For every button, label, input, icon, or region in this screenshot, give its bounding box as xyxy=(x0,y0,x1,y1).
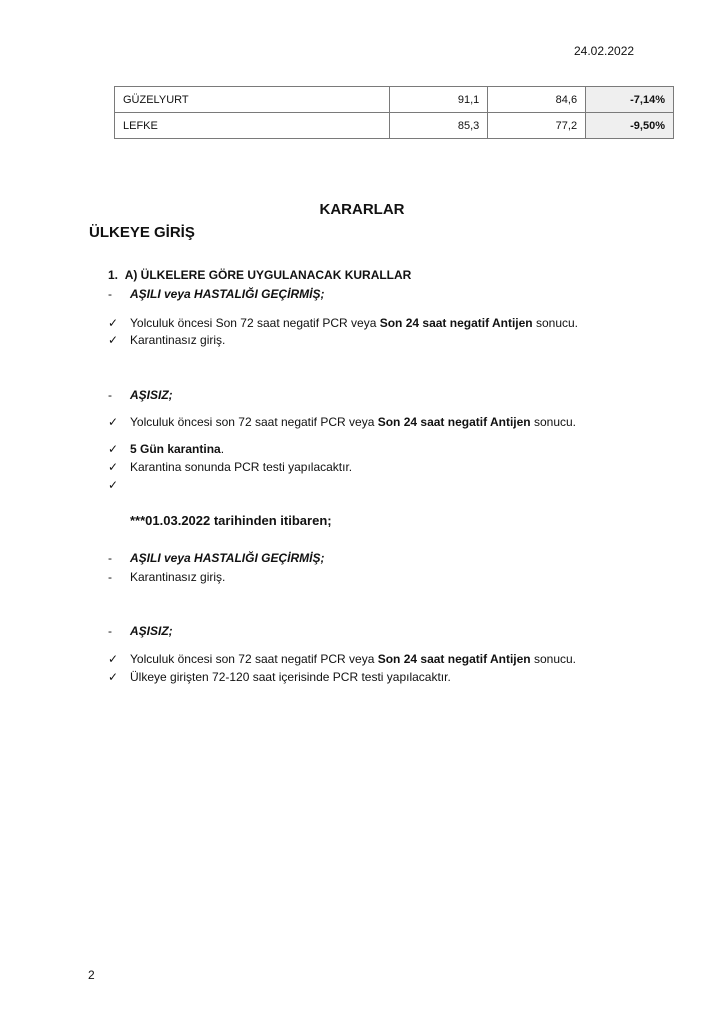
dash-marker: - xyxy=(108,388,112,402)
change-percent: -7,14% xyxy=(586,87,674,113)
check-icon: ✓ xyxy=(108,670,119,684)
vaccinated-requirement: Yolculuk öncesi Son 72 saat negatif PCR veya Son 24 saat negatif Antijen sonucu. xyxy=(130,316,579,330)
value-1: 91,1 xyxy=(390,87,488,113)
new-unvaccinated-label: AŞISIZ; xyxy=(130,624,173,638)
check-icon: ✓ xyxy=(108,333,119,347)
check-icon: ✓ xyxy=(108,442,119,456)
vaccinated-quarantine-note: Karantinasız giriş. xyxy=(130,333,226,347)
vaccinated-label: AŞILI veya HASTALIĞI GEÇİRMİŞ; xyxy=(130,287,325,301)
new-vaccinated-label: AŞILI veya HASTALIĞI GEÇİRMİŞ; xyxy=(130,551,325,565)
rule-item-heading xyxy=(108,268,411,282)
page-number: 2 xyxy=(88,968,95,982)
pcr-test-note: Karantina sonunda PCR testi yapılacaktır. xyxy=(130,460,353,474)
table-row xyxy=(115,87,674,113)
unvaccinated-label: AŞISIZ; xyxy=(130,388,173,402)
document-date: 24.02.2022 xyxy=(574,44,635,58)
stats-table xyxy=(114,86,674,139)
check-icon: ✓ xyxy=(108,478,119,492)
new-pcr-note: Ülkeye girişten 72-120 saat içerisinde PCR testi yapılacaktır. xyxy=(130,670,451,684)
change-percent: -9,50% xyxy=(586,113,674,139)
new-unvaccinated-requirement: Yolculuk öncesi son 72 saat negatif PCR veya Son 24 saat negatif Antijen sonucu. xyxy=(130,652,577,666)
value-2: 84,6 xyxy=(488,87,586,113)
decisions-title: KARARLAR xyxy=(319,201,405,218)
value-2: 77,2 xyxy=(488,113,586,139)
dash-marker: - xyxy=(108,624,112,638)
dash-marker: - xyxy=(108,287,112,301)
value-1: 85,3 xyxy=(390,113,488,139)
quarantine-days: 5 Gün karantina. xyxy=(130,442,225,456)
section-heading: ÜLKEYE GİRİŞ xyxy=(89,224,195,241)
district-name: LEFKE xyxy=(115,113,390,139)
item-title: A) ÜLKELERE GÖRE UYGULANACAK KURALLAR xyxy=(124,268,412,282)
unvaccinated-requirement: Yolculuk öncesi son 72 saat negatif PCR veya Son 24 saat negatif Antijen sonucu. xyxy=(130,415,577,429)
check-icon: ✓ xyxy=(108,316,119,330)
check-icon: ✓ xyxy=(108,460,119,474)
dash-marker: - xyxy=(108,570,112,584)
dash-marker: - xyxy=(108,551,112,565)
new-vaccinated-note: Karantinasız giriş. xyxy=(130,570,226,584)
district-name: GÜZELYURT xyxy=(115,87,390,113)
check-icon: ✓ xyxy=(108,652,119,666)
item-number: 1. xyxy=(108,268,119,282)
check-icon: ✓ xyxy=(108,415,119,429)
effective-date-heading: ***01.03.2022 tarihinden itibaren; xyxy=(130,513,332,528)
table-row xyxy=(115,113,674,139)
